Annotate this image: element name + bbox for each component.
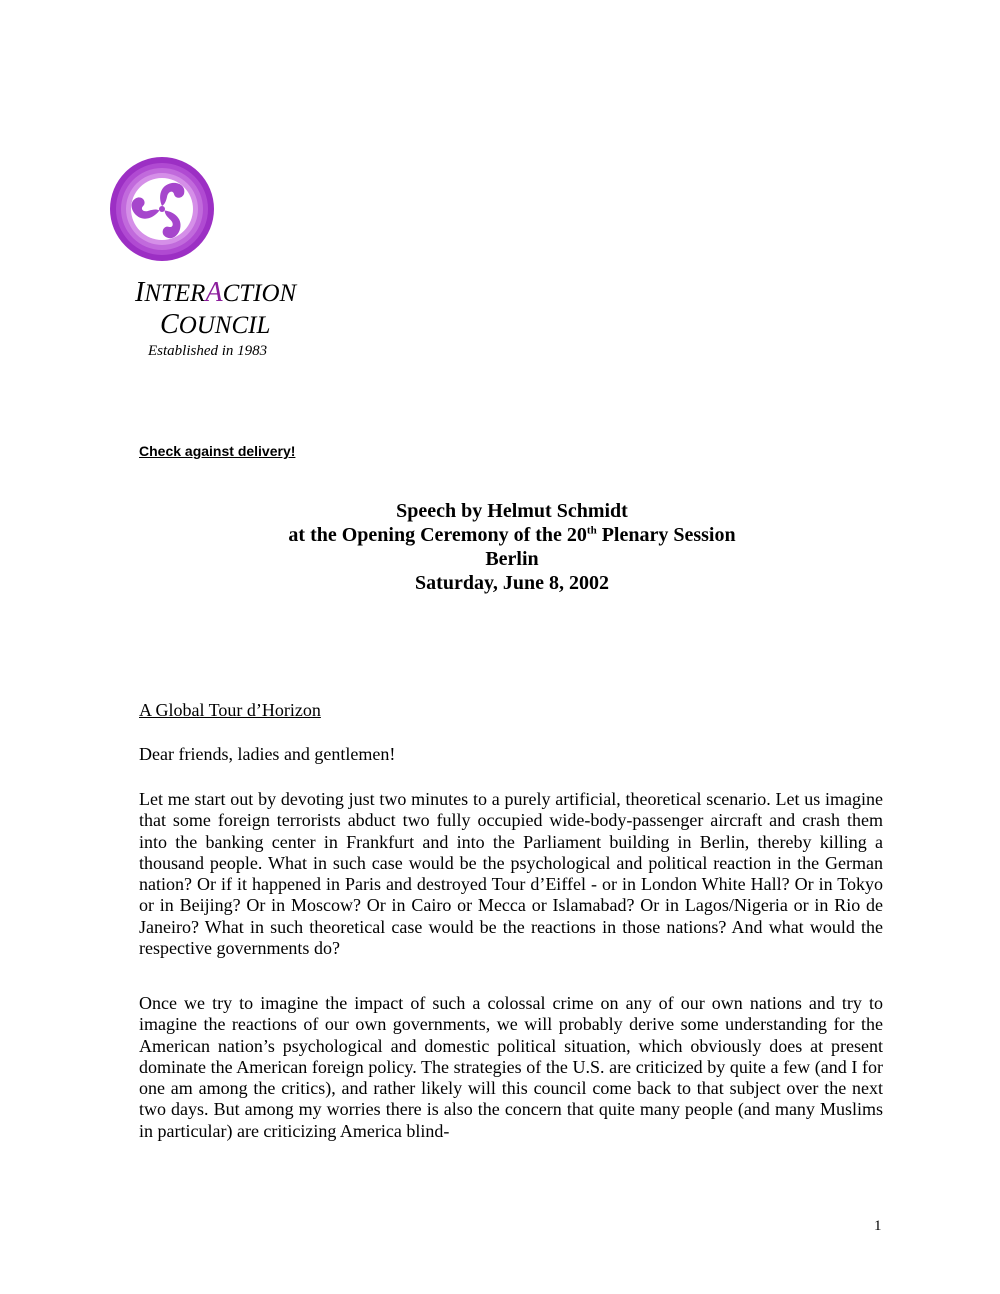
organization-name-line1: INTERACTION <box>135 277 297 308</box>
section-heading: A Global Tour d’Horizon <box>139 700 321 720</box>
greeting: Dear friends, ladies and gentlemen! <box>139 744 396 764</box>
established-year: Established in 1983 <box>148 343 268 359</box>
paragraph-1: Let me start out by devoting just two minutes to a purely artificial, theoretical scenario. Let us imagine that some foreign terrorists abduct two fully occupied wide-body-passenger aircraft and crash them into the banking center in Frankfurt and into the Parliament building in Berlin, thereby killing a thousand people. What in such case would be the psychological and political reaction in the German nation? Or if it happened in Paris and destroyed Tour d’Eiffel - or in London White Hall? Or in Tokyo or in Beijing? Or in Moscow? Or in Cairo or Mecca or Islamabad? Or in Lagos/Nigeria or in Rio de Janeiro? What in such theoretical case would be the reactions in those nations? And what would the respective governments do? <box>139 789 883 959</box>
speech-title-line4: Saturday, June 8, 2002 <box>415 572 609 594</box>
organization-name-line2: COUNCIL <box>160 309 271 340</box>
interaction-council-logo-icon <box>110 157 214 261</box>
speech-title-line2: at the Opening Ceremony of the 20th Plenary Session <box>288 524 736 546</box>
page-number: 1 <box>874 1218 882 1234</box>
paragraph-2: Once we try to imagine the impact of such a colossal crime on any of our own nations and try to imagine the reactions of our own governments, we will probably derive some understanding for the American nation’s psychological and domestic political situation, which obviously does at present dominate the American foreign policy. The strategies of the U.S. are criticized by quite a few (and I for one am among the critics), and rather likely will this council come back to that subject over the next two days. But among my worries there is also the concern that quite many people (and many Muslims in particular) are criticizing America blind- <box>139 993 883 1141</box>
speech-title-line1: Speech by Helmut Schmidt <box>396 500 628 522</box>
speech-title <box>0 499 1000 595</box>
speech-title-line3: Berlin <box>485 548 539 570</box>
check-against-delivery-notice: Check against delivery! <box>139 443 296 459</box>
